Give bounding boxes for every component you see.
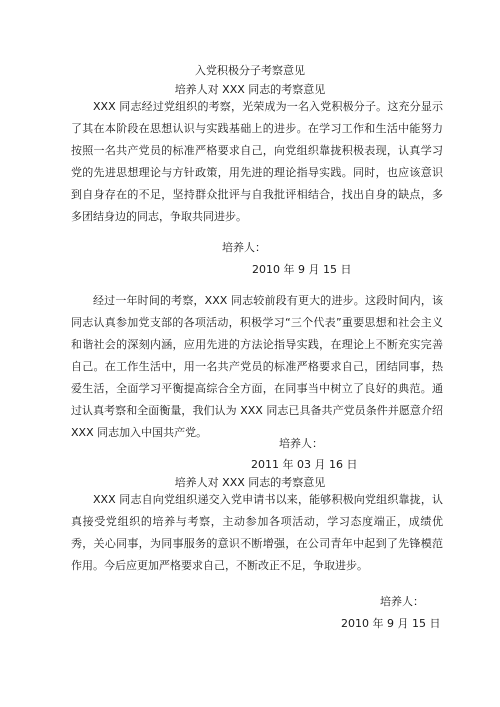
section1-date: 2010 年 9 月 15 日 [252, 263, 352, 276]
document-title: 入党积极分子考察意见 [195, 64, 305, 77]
section1-body: XXX 同志经过党组织的考察，光荣成为一名入党积极分子。这充分显示了其在本阶段在思想认识与实践基础上的进步。在学习工作和生活中能努力按照一名共产党员的标准严格要求自己，向党组织靠拢积极表现，认真学习党的先进思想理论与方针政策，用先进的理论指导实践。同时，也应该意识到自身存在的不足，坚持群众批评与自我批评相结合，找出自身的缺点，多多团结身边的同志，争取共同进步。 [71, 100, 443, 223]
section3-date: 2010 年 9 月 15 日 [341, 617, 441, 630]
section1-signer-label: 培养人： [222, 241, 266, 254]
section2-signer-label: 培养人： [279, 437, 323, 450]
section3-heading: 培养人对 XXX 同志的考察意见 [174, 476, 326, 489]
section2-date: 2011 年 03 月 16 日 [251, 458, 358, 471]
section2-body: 经过一年时间的考察，XXX 同志较前段有更大的进步。这段时间内，该同志认真参加党支部的各项活动，积极学习“三个代表”重要思想和社会主义和谐社会的深刻内涵，应用先进的方法论指导实践，在理论上不断充实完善自己。在工作生活中，用一名共产党员的标准严格要求自己，团结同事，热爱生活，全面学习平衡提高综合全方面，在同事当中树立了良好的典范。通过认真考察和全面衡量，我们认为 XXX 同志已具备共产党员条件并愿意介绍 XXX 同志加入中国共产党。 [71, 294, 443, 439]
section3-body: XXX 同志自向党组织递交入党申请书以来，能够积极向党组织靠拢，认真接受党组织的培养与考察，主动参加各项活动，学习态度端正，成绩优秀，关心同事，为同事服务的意识不断增强，在公司青年中起到了先锋模范作用。今后应更加严格要求自己，不断改正不足，争取进步。 [71, 493, 443, 572]
section3-signer-label: 培养人： [380, 595, 424, 608]
section1-heading: 培养人对 XXX 同志的考察意见 [174, 83, 326, 96]
